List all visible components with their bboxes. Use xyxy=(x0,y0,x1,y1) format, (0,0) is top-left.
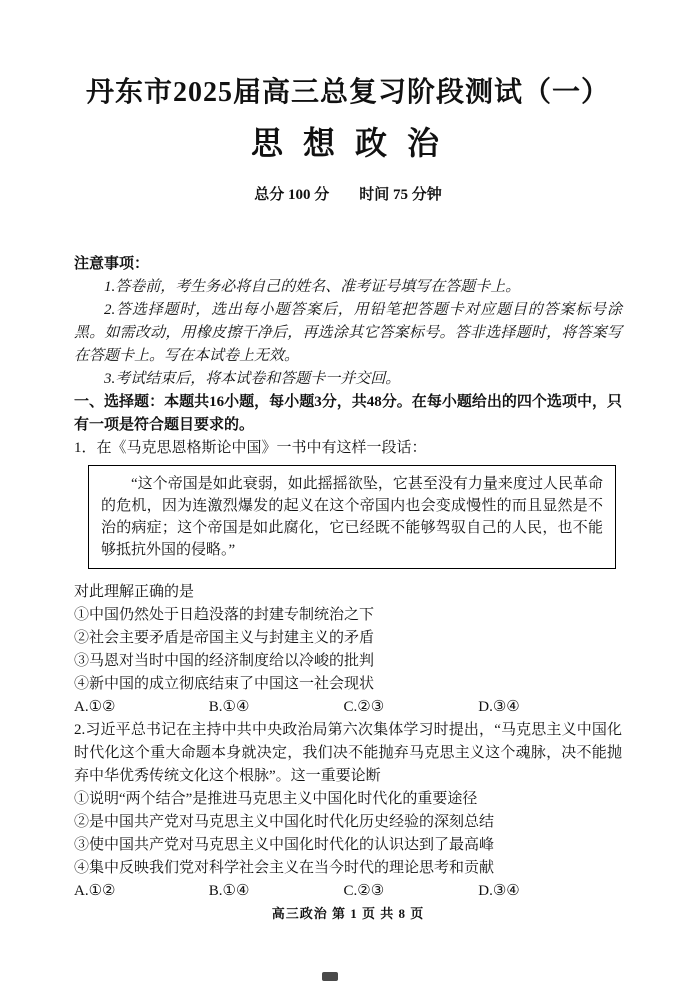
question-2-answer-row xyxy=(74,880,622,903)
question-2-choice-1: ①说明“两个结合”是推进马克思主义中国化时代化的重要途径 xyxy=(74,791,478,807)
exam-info: 总分 100 分 时间 75 分钟 xyxy=(254,187,442,203)
question-1-quote-box: “这个帝国是如此衰弱，如此摇摇欲坠，它甚至没有力量来度过人民革命的危机，因为连激烈爆发的起义在这个帝国内也会变成慢性的而且显然是不治的病症；这个帝国是如此腐化，它已经既不能够驾驭自己的人民，也不能够抵抗外国的侵略。” xyxy=(88,465,616,569)
answer-option-b: B.①④ xyxy=(208,699,250,715)
answer-option-c: C.②③ xyxy=(343,883,385,899)
answer-option-d: D.③④ xyxy=(478,699,520,715)
question-2-choice-2: ②是中国共产党对马克思主义中国化时代化历史经验的深刻总结 xyxy=(74,814,495,830)
question-1-answer-row xyxy=(74,696,622,719)
answer-option-b: B.①④ xyxy=(208,883,250,899)
question-2 xyxy=(74,719,622,903)
scan-artifact-mark xyxy=(322,972,338,981)
question-1-choice-4: ④新中国的成立彻底结束了中国这一社会现状 xyxy=(74,676,375,692)
question-2-choice-4: ④集中反映我们党对科学社会主义在当今时代的理论思考和贡献 xyxy=(74,860,495,876)
question-1 xyxy=(74,437,622,719)
notice-item-2: 2.答选择题时，选出每小题答案后，用铅笔把答题卡对应题目的答案标号涂黑。如需改动，用橡皮擦干净后，再选涂其它答案标号。答非选择题时，将答案写在答题卡上。写在本试卷上无效。 xyxy=(74,302,622,364)
notice-section xyxy=(74,253,622,391)
page-footer: 高三政治 第 1 页 共 8 页 xyxy=(271,906,425,921)
answer-option-a: A.①② xyxy=(74,883,116,899)
notice-heading: 注意事项： xyxy=(74,256,150,272)
notice-item-1: 1.答卷前，考生务必将自己的姓名、准考证号填写在答题卡上。 xyxy=(104,279,521,295)
answer-option-d: D.③④ xyxy=(478,883,520,899)
question-1-prompt: 对此理解正确的是 xyxy=(74,584,195,600)
answer-option-a: A.①② xyxy=(74,699,116,715)
question-1-choice-3: ③马恩对当时中国的经济制度给以冷峻的批判 xyxy=(74,653,375,669)
page-title: 丹东市2025届高三总复习阶段测试（一） xyxy=(85,77,610,108)
section-heading: 一、选择题：本题共16小题，每小题3分，共48分。在每小题给出的四个选项中，只有一项是符合题目要求的。 xyxy=(74,394,622,433)
question-2-stem: 2.习近平总书记在主持中共中央政治局第六次集体学习时提出，“马克思主义中国化时代化这个重大命题本身就决定，我们决不能抛弃马克思主义这个魂脉，决不能抛弃中华优秀传统文化这个根脉”。这一重要论断 xyxy=(74,722,622,784)
notice-item-3: 3.考试结束后，将本试卷和答题卡一并交回。 xyxy=(104,371,401,387)
question-2-choice-3: ③使中国共产党对马克思主义中国化时代化的认识达到了最高峰 xyxy=(74,837,495,853)
subject-title: 思 想 政 治 xyxy=(250,125,445,161)
question-1-stem: 1．在《马克思恩格斯论中国》一书中有这样一段话： xyxy=(74,440,427,456)
question-1-choice-2: ②社会主要矛盾是帝国主义与封建主义的矛盾 xyxy=(74,630,375,646)
question-1-choice-1: ①中国仍然处于日趋没落的封建专制统治之下 xyxy=(74,607,375,623)
answer-option-c: C.②③ xyxy=(343,699,385,715)
